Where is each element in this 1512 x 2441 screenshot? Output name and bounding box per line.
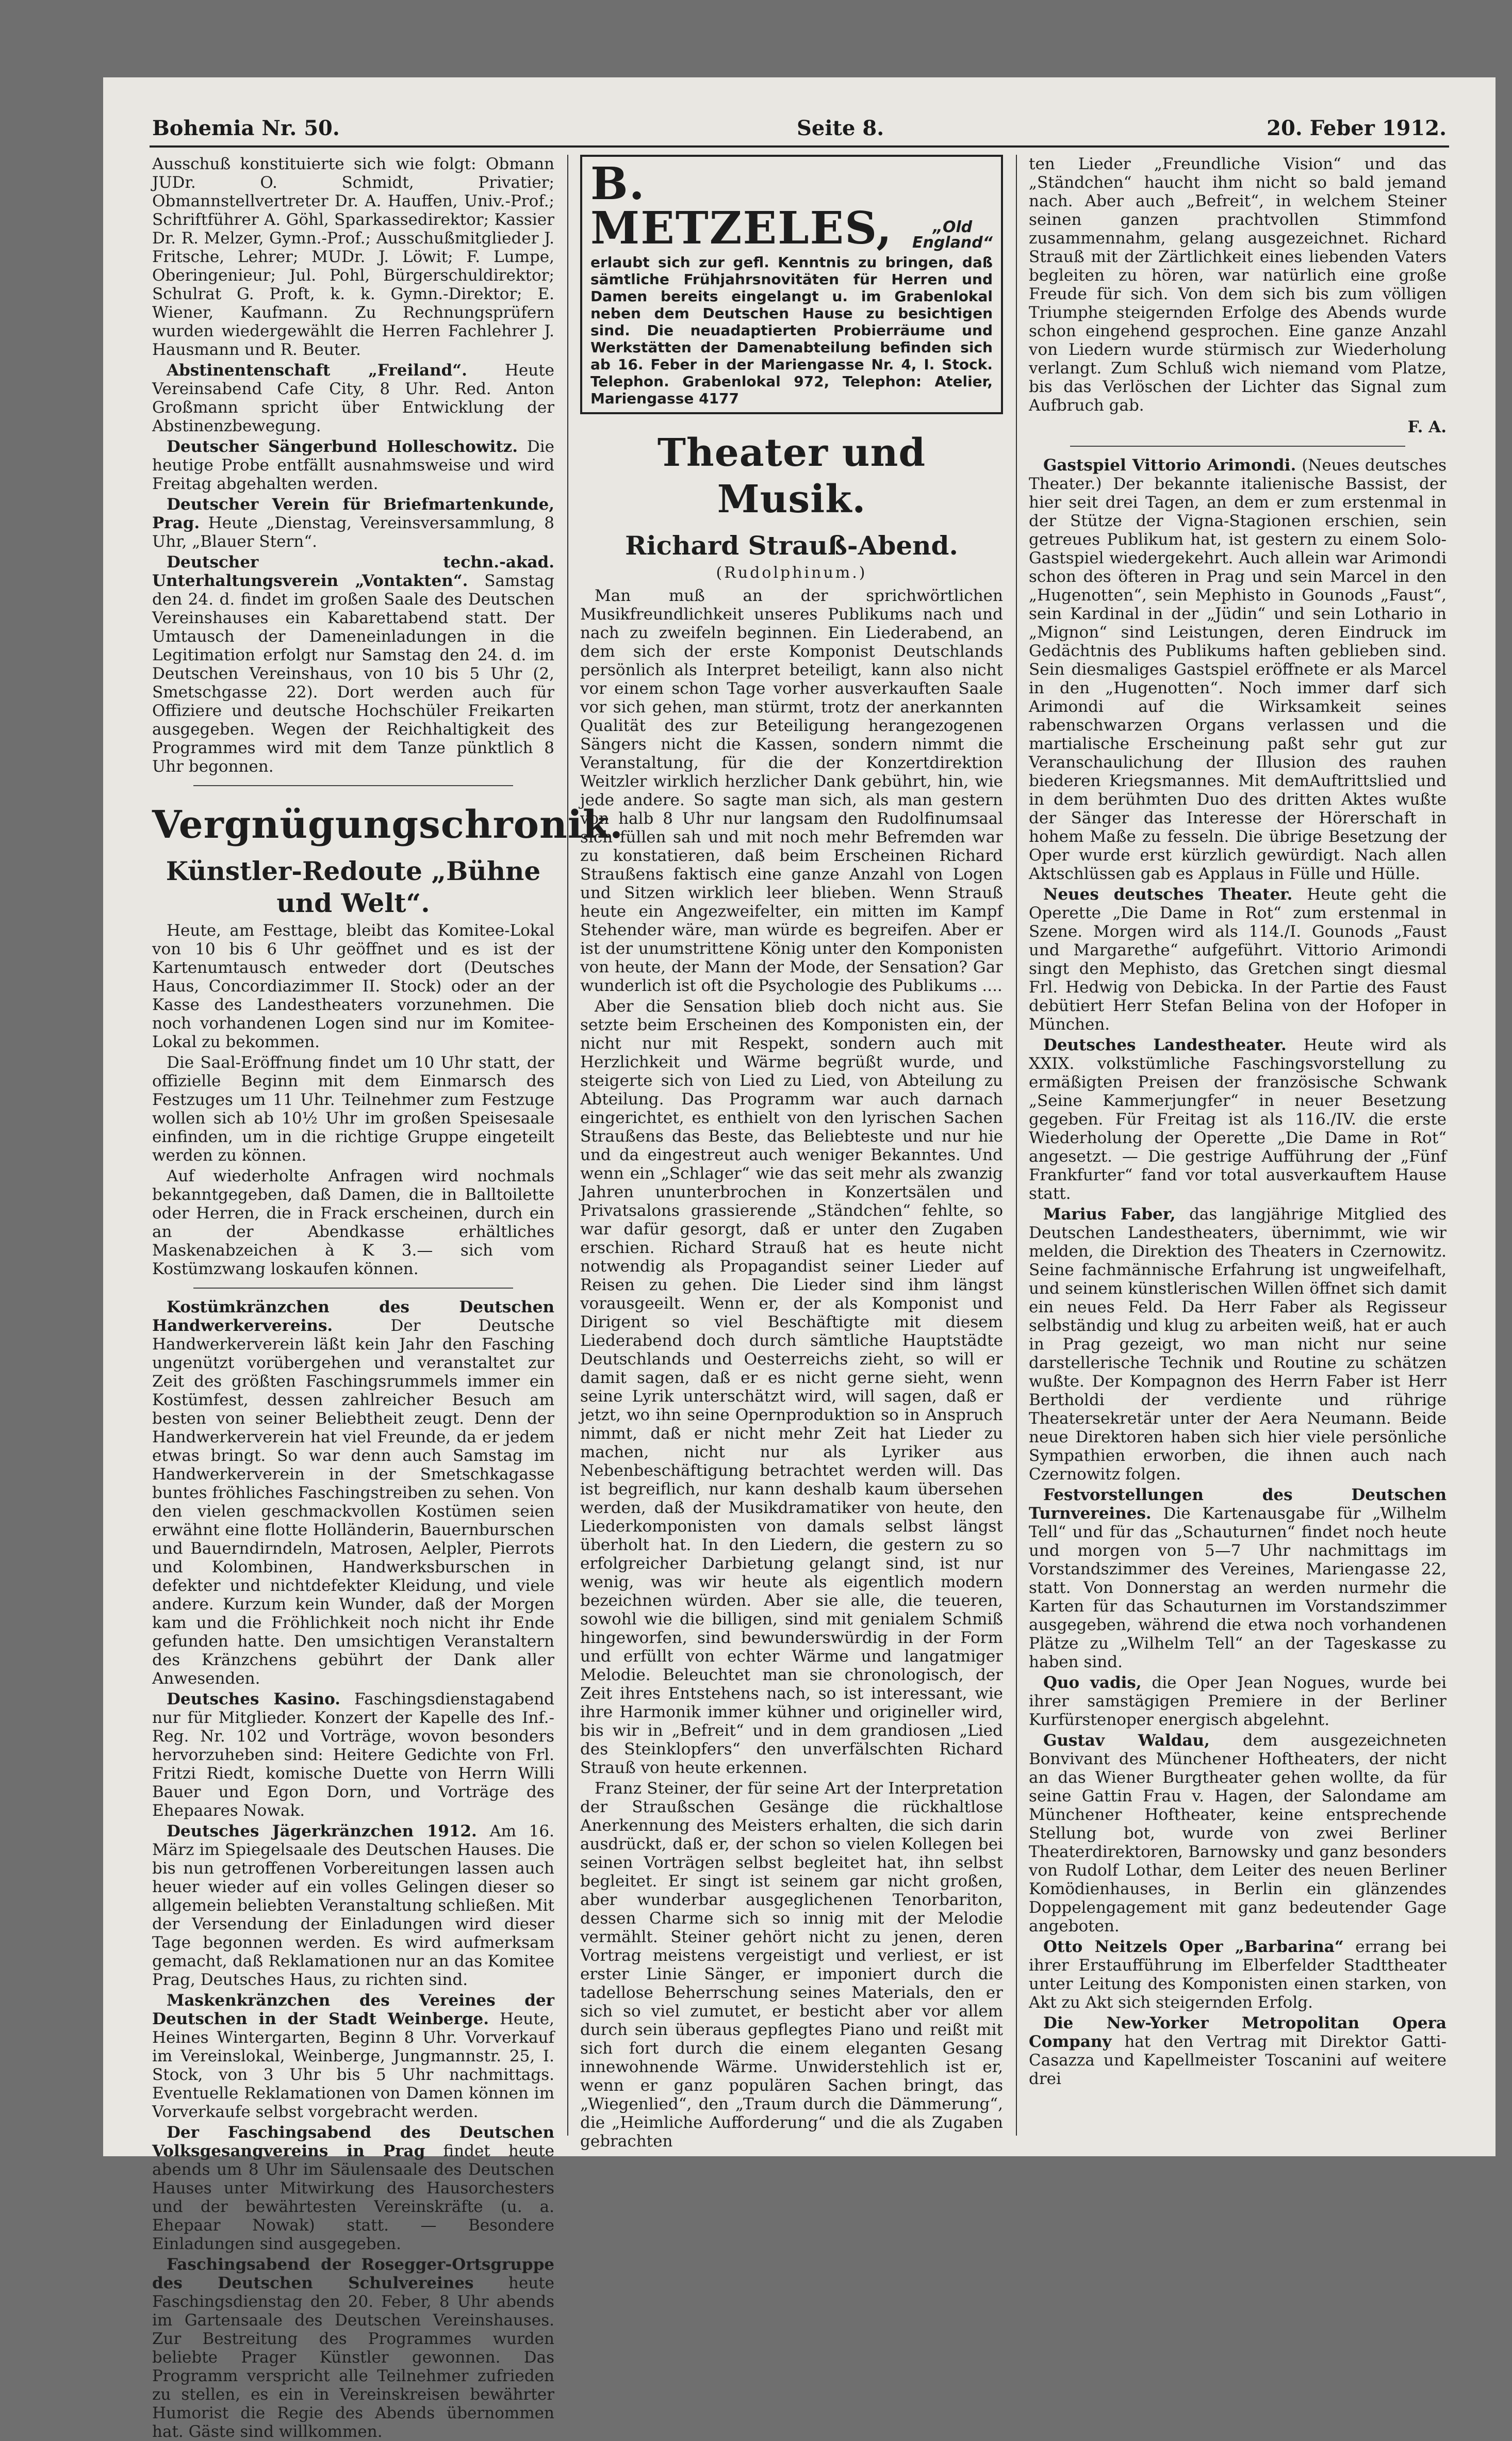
notice-body: die Oper Jean Nogues, wurde bei ihrer samstägigen Premiere in der Berliner Kurfürstenoper energisch abgelehnt.	[1029, 1673, 1447, 1729]
notice-body: Am 16. März im Spiegelsaale des Deutschen Hauses. Die bis nun getroffenen Vorbereitungen lassen auch heuer wieder auf ein volles Gelingen dieser so allgemein beliebten Veranstaltung schließen. Mit der Versendung der Einladungen wird dieser Tage begonnen werden. Es wird aufmerksam gemacht, daß Reklamationen nur an das Komitee Prag, Deutsches Haus, zu richten sind.	[152, 1822, 554, 1989]
section-rule	[1070, 446, 1405, 447]
article-paragraph: Man muß an der sprichwörtlichen Musikfreundlichkeit unseres Publikums nach und nach zu zweifeln beginnen. Ein Liederabend, an dem sich der erste Komponist Deutschlands persönlich als Interpret beteiligt, kann also nicht vor einem schon Tage vorher ausverkauften Saale vor sich gehen, man stürmt, trotz der anerkannten Qualität des zur Beteiligung herangezogenen Sängers nicht die Kassen, sondern nimmt die Veranstaltung, für die der Konzertdirektion Weitzler wirklich herzlicher Dank gebührt, hin, wie jede andere. So sagte man sich, als man gestern von halb 8 Uhr nur langsam den Rudolfinumsaal sich füllen sah und mit noch mehr Befremden war zu konstatieren, daß beim Erscheinen Richard Straußens faktisch eine ganze Anzahl von Logen und Sitzen wirklich leer blieben. Wenn Strauß heute ein Angezweifelter, ein mitten im Kampf Stehender wäre, man würde es begreifen. Aber er ist der unumstrittene König unter den Komponisten von heute, der Mann der Mode, der Sensation? Gar wunderlich ist oft die Psychologie des Publikums ....	[580, 587, 1003, 995]
notice-heading: Festvorstellungen des Deutschen Turnvereines.	[1029, 1486, 1447, 1523]
notice	[152, 2123, 554, 2253]
notice-body: heute Faschingsdienstag den 20. Feber, 8 Uhr abends im Gartensaale des Deutschen Vereinshauses. Zur Bestreitung des Programmes wurden beliebte Prager Künstler gewonnen. Das Programm verspricht alle Teilnehmer zufrieden zu stellen, es ein in Vereinskreisen bewährter Humorist die Regie des Abends übernommen hat. Gäste sind willkommen.	[152, 2274, 554, 2441]
notice-body: Heute Vereinsabend Cafe City, 8 Uhr. Red. Anton Großmann spricht über Entwicklung der Abstinenzbewegung.	[152, 361, 554, 435]
notice-heading: Deutsches Landestheater.	[1043, 1036, 1287, 1054]
notice-heading: Deutsches Kasino.	[167, 1690, 341, 1708]
notice-body: findet heute abends um 8 Uhr im Säulensaale des Deutschen Hauses unter Mitwirkung des Hausorchesters und der bewährtesten Vereinskräfte (u. a. Ehepaar Nowak) statt. — Besondere Einladungen sind ausgegeben.	[152, 2142, 555, 2253]
ad-tagline-line: „Old	[932, 218, 973, 236]
header-rule	[150, 145, 1449, 148]
column-divider	[1016, 155, 1017, 2136]
notice-body: hat den Vertrag mit Direktor Gatti-Casazza und Kapellmeister Toscanini auf weitere drei	[1029, 2032, 1447, 2088]
venue-subtitle: (Rudolphinum.)	[716, 564, 867, 582]
notice-body: Heute, Heines Wintergarten, Beginn 8 Uhr. Vorverkauf im Vereinslokal, Weinberge, Jungmannstr. 25, I. Stock, von 3 Uhr bis 5 Uhr nachmittags. Eventuelle Reklamationen von Damen können im Vorverkaufe selbst vorgebracht werden.	[152, 2010, 554, 2121]
notice	[1029, 1205, 1447, 1484]
notice-body: Die Kartenausgabe für „Wilhelm Tell“ und für das „Schauturnen“ findet noch heute und morgen von 5—7 Uhr nachmittags im Vorstandszimmer des Vereines, Mariengasse 22, statt. Von Donnerstag an werden nurmehr die Karten für das Schauturnen im Vorstandszimmer ausgegeben, während die etwa noch vorhandenen Plätze zu „Wilhelm Tell“ an der Tageskasse zu haben sind.	[1029, 1504, 1447, 1671]
article-paragraph: Auf wiederholte Anfragen wird nochmals bekanntgegeben, daß Damen, die in Balltoilette oder Herren, die in Frack erscheinen, durch ein an der Abendkasse erhältliches Maskenabzeichen à K 3.— sich vom Kostümzwang loskaufen können.	[152, 1167, 554, 1278]
notice-body: (Neues deutsches Theater.) Der bekannte italienische Bassist, der hier seit drei Tagen, an dem er zum erstenmal in der Stütze der Vigna-Stagionen erschien, sein getreues Publikum hat, ist gestern zu einem Solo-Gastspiel wiedergekehrt. Auch allein war Arimondi schon des öfteren in Prag und sein Marcel in den „Hugenotten“, sein Mephisto in Gounods „Faust“, sein Kardinal in der „Jüdin“ und sein Lothario in „Mignon“ sind Leistungen, deren Eindruck im Gedächtnis des Publikums haften geblieben sind. Sein diesmaliges Gastspiel eröffnete er als Marcel in den „Hugenotten“. Noch immer darf sich Arimondi auf die Wirksamkeit seines rabenschwarzen Organs verlassen und die martialische Erscheinung paßt sehr gut zur Veranschaulichung der Illusion des rauhen biederen Kriegsmannes. Mit demAuftrittslied und in dem berühmten Duo des dritten Aktes wußte der Sänger das Interesse der Hörerschaft in hohem Maße zu fesseln. Die übrige Besetzung der Oper wurde erst kürzlich gewürdigt. Nach allen Aktschlüssen gab es Applaus in Fülle und Hülle.	[1029, 456, 1447, 883]
notice	[152, 1991, 554, 2121]
notice	[1029, 885, 1447, 1034]
page-number: Seite 8.	[797, 116, 884, 140]
notice	[152, 437, 554, 493]
article-paragraph: Ausschuß konstituierte sich wie folgt: Obmann JUDr. O. Schmidt, Privatier; Obmannstellvertreter Dr. A. Hauffen, Univ.-Prof.; Schriftführer A. Göhl, Sparkassedirektor; Kassier Dr. R. Melzer, Gymn.-Prof.; Ausschußmitglieder J. Fritsche, Lehrer; MUDr. J. Löwit; F. Lumpe, Oberingenieur; Jul. Pohl, Bürgerschuldirektor; Schulrat G. Proft, k. k. Gymn.-Direktor; E. Wiener, Kaufmann. Zu Rechnungsprüfern wurden wiedergewählt die Herren Fachlehrer J. Hausmann und R. Beuter.	[152, 155, 554, 359]
newspaper-page	[103, 77, 1495, 2441]
notice	[1029, 456, 1447, 883]
notice	[1029, 1486, 1447, 1671]
author-signature: F. A.	[1407, 418, 1447, 436]
notice-heading: Otto Neitzels Oper „Barbarina“	[1043, 1938, 1344, 1956]
ad-body: erlaubt sich zur gefl. Kenntnis zu bringen, daß sämtliche Frühjahrsnovitäten für Herren und Damen bereits eingelangt u. im Grabenlokal neben dem Deutschen Hause zu besichtigen sind. Die neuadaptierten Probierräume und Werkstätten der Damenabteilung befinden sich ab 16. Feber in der Mariengasse Nr. 4, I. Stock. Telephon. Grabenlokal 972, Telephon: Atelier, Mariengasse 4177	[590, 254, 993, 407]
masthead-issue: Bohemia Nr. 50.	[152, 116, 340, 140]
ad-tagline	[912, 220, 993, 251]
notice-heading: Deutscher techn.-akad. Unterhaltungsverein „Vontakten“.	[152, 553, 554, 590]
notice-heading: Marius Faber,	[1043, 1205, 1176, 1224]
ad-company-name: B. METZELES,	[590, 158, 893, 254]
section-title: Theater und Musik.	[657, 431, 926, 522]
notice-heading: Deutscher Sängerbund Holleschowitz.	[167, 437, 518, 456]
notice	[1029, 2014, 1447, 2088]
article-paragraph: Aber die Sensation blieb doch nicht aus. Sie setzte beim Erscheinen des Komponisten ein, der nicht nur mit Respekt, sondern auch mit Herzlichkeit und Wärme begrüßt wurde, und steigerte sich von Lied zu Lied, von Abteilung zu Abteilung. Das Programm war auch darnach eingerichtet, es enthielt von den lyrischen Sachen Straußens das Beste, das Beliebteste und nur hie und da eingestreut auch weniger Bekanntes. Und wenn ein „Schlager“ wie das seit mehr als zwanzig Jahren ununterbrochen in Konzertsälen und Privatsalons grassierende „Ständchen“ fehlte, so war dafür gesorgt, daß er unter den Zugaben erschien. Richard Strauß hat es heute nicht notwendig als Propagandist seiner Lieder auf Reisen zu gehen. Die Lieder sind ihm längst vorausgeeilt. Wenn er, der als Komponist und Dirigent so viel Beschäftigte mit diesem Liederabend doch durch sämtliche Hauptstädte Deutschlands und Oesterreichs zieht, so will er damit sagen, daß er es nicht gerne sieht, wenn seine Lyrik unterschätzt wird, will sagen, daß er jetzt, wo ihn seine Opernproduktion so in Anspruch nimmt, daß er nicht mehr Zeit hat Lieder zu machen, nicht nur als Lyriker aus Nebenbeschäftigung betrachtet werden will. Das ist begreiflich, nur kann deshalb kaum übersehen werden, daß der Musikdramatiker von heute, den Liederkomponisten von damals selbst längst überholt hat. In den Liedern, die gestern zu so erfolgreicher Darbietung gelangt sind, ist nur wenig, was wir heute als eigentlich modern bezeichnen würden. Aber sie alle, die teueren, sowohl wie die billigen, sind mit genialem Schmiß hingeworfen, sind bewunderswürdig in der Form und erfüllt von echter Wärme und langatmiger Melodie. Beleuchtet man sie chronologisch, der Zeit ihres Entstehens nach, so ist interessant, wie ihre Harmonik immer kühner und origineller wird, bis wir in „Befreit“ und in dem grandiosen „Lied des Steinklopfers“ den unverfälschten Richard Strauß von heute erkennen.	[580, 997, 1003, 1777]
section-rule	[193, 1288, 513, 1289]
article-paragraph: Heute, am Festtage, bleibt das Komitee-Lokal von 10 bis 6 Uhr geöffnet und es ist der Kartenumtausch entweder dort (Deutsches Haus, Concordiazimmer II. Stock) oder an der Kasse des Landestheaters vorzunehmen. Die noch vorhandenen Logen sind nur im Komitee-Lokal zu bekommen.	[152, 921, 554, 1051]
notice-body: errang bei ihrer Erstaufführung im Elberfelder Stadttheater unter Leitung des Komponisten einen starken, von Akt zu Akt sich steigernden Erfolg.	[1029, 1938, 1447, 2012]
notice	[152, 2255, 554, 2441]
notice-heading: Deutscher Verein für Briefmartenkunde, Prag.	[152, 495, 554, 532]
notice	[152, 495, 554, 551]
notice-heading: Kostümkränzchen des Deutschen Handwerkervereins.	[152, 1298, 554, 1335]
notice-heading: Abstinentenschaft „Freiland“.	[167, 361, 467, 380]
notice-heading: Quo vadis,	[1043, 1673, 1142, 1692]
advertisement	[580, 155, 1003, 414]
notice-heading: Gustav Waldau,	[1043, 1731, 1210, 1750]
article-paragraph: ten Lieder „Freundliche Vision“ und das „Ständchen“ haucht ihm nicht so bald jemand nach. Aber auch „Befreit“, in welchem Steiner seinen ganzen prachtvollen Stimmfond zusammennahm, gelang ausgezeichnet. Richard Strauß mit der Zärtlichkeit eines liebenden Vaters begleiten zu hören, war natürlich eine große Freude für sich. Von dem sich bis zum völligen Triumphe steigernden Erfolge des Abends wurde schon eingehend gesprochen. Eine ganze Anzahl von Liedern wurde stürmisch zur Wiederholung verlangt. Zum Schluß wich niemand vom Platze, bis das Verlöschen der Lichter das Signal zum Aufbruch gab.	[1029, 155, 1447, 415]
notice	[1029, 1673, 1447, 1729]
notice-body: Faschingsdienstagabend nur für Mitglieder. Konzert der Kapelle des Inf.-Reg. Nr. 102 und Vorträge, wovon besonders hervorzuheben sind: Heitere Gedichte von Frl. Fritzi Riedt, komische Duette von Herrn Willi Bauer und Egon Dorn, und Vorträge des Ehepaares Nowak.	[152, 1690, 554, 1820]
subsection-title: Künstler-Redoute „Bühne und Welt“.	[166, 856, 541, 918]
notice-heading: Neues deutsches Theater.	[1043, 885, 1293, 904]
notice	[152, 1690, 554, 1820]
notice	[1029, 1036, 1447, 1203]
article-paragraph: Die Saal-Eröffnung findet um 10 Uhr statt, der offizielle Beginn mit dem Einmarsch des Festzuges um 11 Uhr. Teilnehmer zum Festzuge wollen sich ab 10½ Uhr im großen Speisesaale einfinden, um in die richtige Gruppe eingeteilt werden zu können.	[152, 1053, 554, 1165]
column-right	[1029, 155, 1447, 2141]
notice-heading: Gastspiel Vittorio Arimondi.	[1043, 456, 1296, 475]
notice-body: Samstag den 24. d. findet im großen Saale des Deutschen Vereinshauses ein Kabarettabend statt. Der Umtausch der Dameneinladungen in die Legitimation erfolgt nur Samstag den 24. d. im Deutschen Vereinshaus, von 10 bis 5 Uhr (2, Smetschgasse 22). Dort werden auch für Offiziere und deutsche Hochschüler Freikarten ausgegeben. Wegen der Reichhaltigkeit des Programmes wird mit dem Tanze pünktlich 8 Uhr begonnen.	[152, 572, 555, 776]
notice-body: Der Deutsche Handwerkerverein läßt kein Jahr den Fasching ungenützt vorübergehen und veranstaltet zur Zeit des größten Faschingsrummels immer ein Kostümfest, dessen zahlreicher Besuch am besten von seiner Beliebtheit zeugt. Denn der Handwerkerverein hat viel Freunde, da er jedem etwas bringt. So war denn auch Samstag im Handwerkerverein in der Smetschkagasse buntes fröhliches Faschingstreiben zu sehen. Von den vielen geschmackvollen Kostümen seien erwähnt eine flotte Holländerin, Bauernburschen und Bauerndirndeln, Matrosen, Aelpler, Pierrots und Kolombinen, Handwerksburschen in defekter und nichtdefekter Kleidung, und viele andere. Kurzum kein Wunder, daß der Morgen kam und die Fröhlichkeit noch nicht ihr Ende gefunden hatte. Den umsichtigen Veranstaltern des Kränzchens gebührt der Dank aller Anwesenden.	[152, 1316, 554, 1688]
running-head	[152, 116, 1447, 157]
section-title: Vergnügungschronik.	[152, 803, 623, 847]
notice-heading: Die New-Yorker Metropolitan Opera Company	[1029, 2014, 1447, 2051]
notice	[152, 1822, 554, 1989]
column-middle	[580, 155, 1003, 2151]
notice	[152, 553, 554, 776]
issue-date: 20. Feber 1912.	[1267, 116, 1447, 140]
notice-heading: Maskenkränzchen des Vereines der Deutschen in der Stadt Weinberge.	[152, 1991, 554, 2028]
notice	[152, 1298, 554, 1688]
notice-heading: Faschingsabend der Rosegger-Ortsgruppe des Deutschen Schulvereines	[152, 2255, 554, 2292]
notice-body: das langjährige Mitglied des Deutschen Landestheaters, übernimmt, wie wir melden, die Direktion des Theaters in Czernowitz. Seine fachmännische Erfahrung ist ungweifelhaft, und seinem künstlerischen Willen öffnet sich damit ein neues Feld. Da Herr Faber als Regisseur selbständig und klug zu arbeiten weiß, hat er auch in Prag gezeigt, wo man nicht nur seine darstellerische Technik und Routine zu schätzen wußte. Der Kompagnon des Herrn Faber ist Herr Bertholdi der verdiente und rührige Theatersekretär unter der Aera Neumann. Beide neue Direktoren haben sich hier viele persönliche Sympathien erworben, die ihnen auch nach Czernowitz folgen.	[1029, 1205, 1447, 1484]
notice	[1029, 1731, 1447, 1935]
ad-header	[590, 158, 993, 254]
column-left	[152, 155, 623, 2441]
notice	[152, 361, 554, 435]
subsection-title: Richard Strauß-Abend.	[625, 530, 958, 561]
ad-tagline-line: England“	[912, 234, 993, 252]
notice	[1029, 1938, 1447, 2012]
notice-body: dem ausgezeichneten Bonvivant des Münchener Hoftheaters, der nicht an das Wiener Burgtheater gehen wollte, da für seine Gattin Frau v. Hagen, der Salondame am Münchener Hoftheater, keine entsprechende Stellung bot, wurde von zwei Berliner Theaterdirektoren, Barnowsky und ganz besonders von Rudolf Lothar, dem Leiter des neuen Berliner Komödienhauses, in Berlin ein glänzendes Doppelengagement mit ganz bedeutender Gage angeboten.	[1029, 1731, 1447, 1935]
article-paragraph: Franz Steiner, der für seine Art der Interpretation der Straußschen Gesänge die rückhaltlose Anerkennung des Meisters erhalten, die sich darin ausdrückt, daß er, der schon so vielen Kollegen bei seinen Vorträgen selbst begleitet hat, ihn selbst begleitet. Er singt ist seinem gar nicht großen, aber wunderbar ausgeglichenen Tenorbariton, dessen Charme sich so innig mit der Melodie vermählt. Steiner gehört nicht zu jenen, deren Vortrag meistens vergeistigt und verliest, er ist erster Linie Sänger, er imponiert durch die tadellose Beherrschung seines Materials, den er sich so viel zumutet, er besticht aber vor allem durch sein überaus gepflegtes Piano und reißt mit sich fort durch die einem eleganten Gesang innewohnende Wärme. Unwiderstehlich ist er, wenn er ganz populären Sachen bringt, das „Wiegenlied“, den „Traum durch die Dämmerung“, die „Heimliche Aufforderung“ und die als Zugaben gebrachten	[580, 1779, 1003, 2151]
notice-heading: Der Faschingsabend des Deutschen Volksgesangvereins in Prag	[152, 2123, 554, 2160]
notice-body: Heute geht die Operette „Die Dame in Rot“ zum erstenmal in Szene. Morgen wird als 114./I. Gounods „Faust und Margarethe“ aufgeführt. Vittorio Arimondi singt den Mephisto, das Gretchen singt diesmal Frl. Hedwig von Debicka. In der Partie des Faust debütiert Herr Stefan Belina von der Hofoper in München.	[1029, 885, 1447, 1034]
column-divider	[567, 155, 568, 2136]
section-rule	[193, 785, 513, 786]
notice-body: Heute „Dienstag, Vereinsversammlung, 8 Uhr, „Blauer Stern“.	[152, 514, 554, 551]
notice-heading: Deutsches Jägerkränzchen 1912.	[167, 1822, 477, 1841]
notice-body: Die heutige Probe entfällt ausnahmsweise und wird Freitag abgehalten werden.	[152, 437, 554, 493]
notice-body: Heute wird als XXIX. volkstümliche Faschingsvorstellung zu ermäßigten Preisen der französische Schwank „Seine Kammerjungfer“ in neuer Besetzung gegeben. Für Freitag ist als 116./IV. die erste Wiederholung der Operette „Die Dame in Rot“ angesetzt. — Die gestrige Aufführung der „Fünf Frankfurter“ fand vor total ausverkauftem Hause statt.	[1029, 1036, 1447, 1203]
